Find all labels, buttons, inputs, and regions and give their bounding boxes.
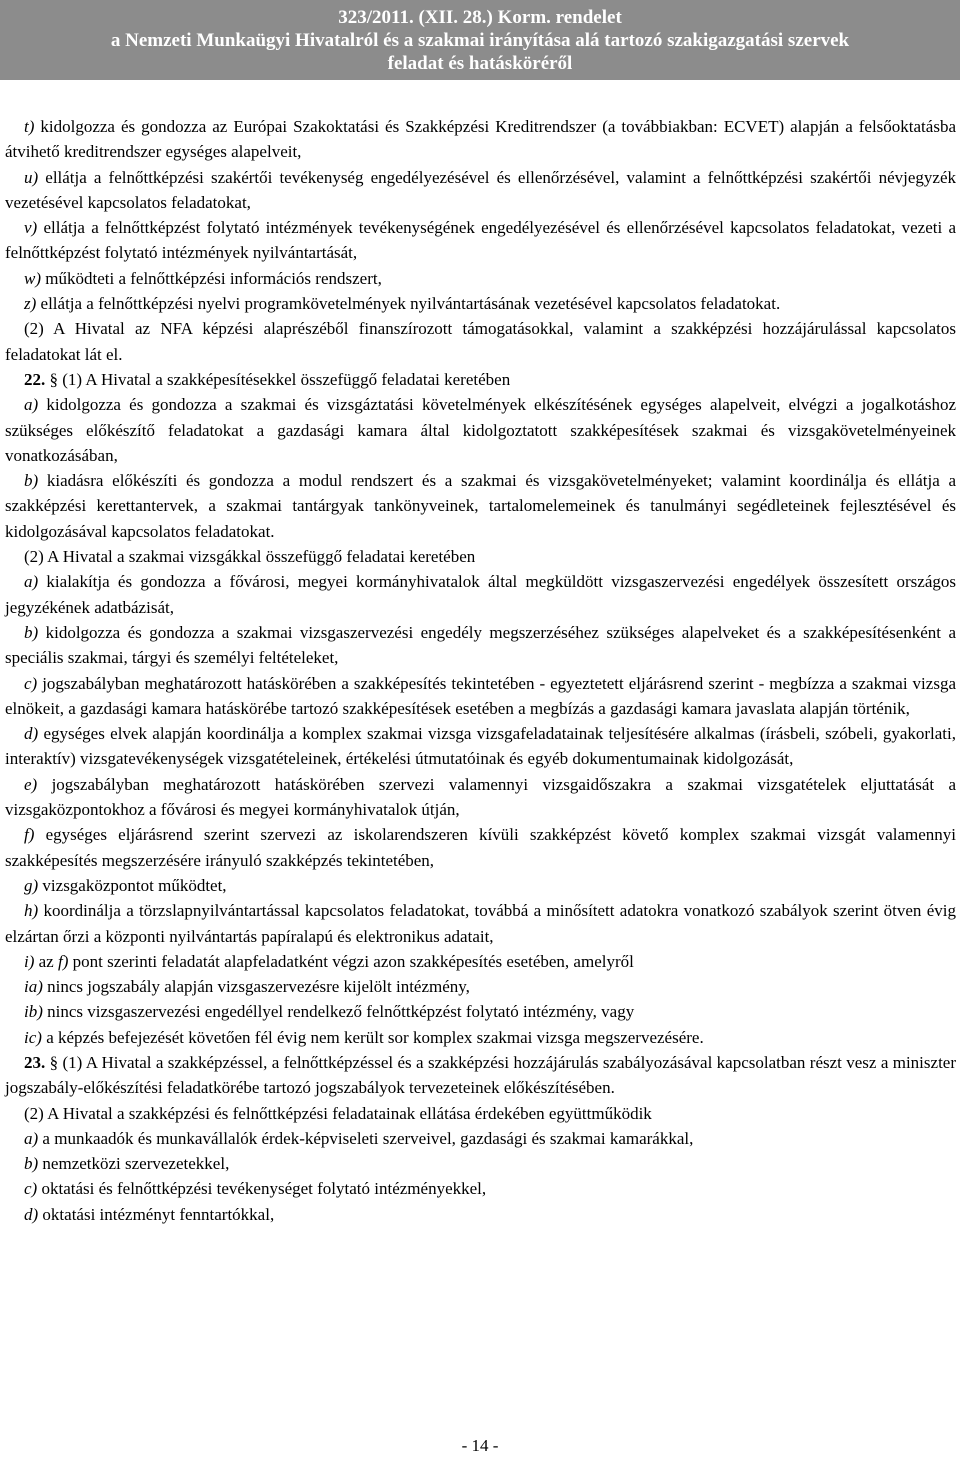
paragraph-text: kidolgozza és gondozza a szakmai és vizsgáztatási követelmények elkészítésének egységes alapelveit, elvégzi a jogalkotáshoz szükséges előkészítő feladatokat a gazdasági kamara által kidolgoztatott szakképesítések szakmai és vizsgakövetelményeinek vonatkozásában, — [5, 395, 956, 465]
paragraph — [5, 291, 956, 316]
item-label: h) — [24, 901, 39, 921]
paragraph-text: a munkaadók és munkavállalók érdek-képviseleti szerveivel, gazdasági és szakmai kamarákkal, — [38, 1128, 694, 1148]
paragraph-text: a képzés befejezését követően fél évig nem került sor komplex szakmai vizsga megszervezésére. — [41, 1027, 704, 1047]
paragraph — [5, 898, 956, 949]
paragraph-text: működteti a felnőttképzési információs rendszert, — [41, 268, 382, 288]
item-label: u) — [24, 167, 39, 187]
paragraph — [5, 1025, 956, 1050]
paragraph-text: oktatási intézményt fenntartókkal, — [38, 1204, 275, 1224]
paragraph-text: (2) A Hivatal a szakmai vizsgákkal összefüggő feladatai keretében — [24, 547, 476, 567]
paragraph — [5, 721, 956, 772]
paragraph-text: egységes elvek alapján koordinálja a komplex szakmai vizsga vizsgafeladatainak teljesítésére alkalmas (írásbeli, szóbeli, gyakorlati, interaktív) vizsgatevékenységek vizsgatételeinek, értékelési útmutatóinak és egyéb dokumentumainak kidolgozását, — [5, 724, 956, 769]
item-label: t) — [24, 117, 35, 136]
paragraph-text: ellátja a felnőttképzési szakértői tevékenység engedélyezésével és ellenőrzésével, valamint a felnőttképzési szakértői névjegyzék vezetésével kapcsolatos feladatokat, — [5, 167, 956, 212]
paragraph — [5, 114, 956, 165]
paragraph-text: (2) A Hivatal az NFA képzési alaprészéből finanszírozott támogatásokkal, valamint a szakképzési hozzájárulással kapcsolatos feladatokat lát el. — [5, 319, 956, 364]
item-label: d) — [24, 1204, 39, 1224]
paragraph — [5, 1176, 956, 1201]
paragraph — [5, 1151, 956, 1176]
item-label: ic) — [24, 1027, 42, 1047]
paragraph-text: ellátja a felnőttképzést folytató intézmények tevékenységének engedélyezésével és ellenőrzésével kapcsolatos feladatokat, vezeti a felnőttképzést folytató intézmények nyilvántartását, — [5, 218, 956, 263]
document-header — [0, 0, 960, 80]
header-subtitle-cont: feladat és hatásköréről — [387, 53, 573, 74]
paragraph-text: kidolgozza és gondozza az Európai Szakoktatási és Szakképzési Kreditrendszer (a továbbiakban: ECVET) alapján a felsőoktatásba átvihető kreditrendszer egységes alapelveit, — [5, 117, 956, 162]
paragraph-text: nincs jogszabály alapján vizsgaszervezésre kijelölt intézmény, — [42, 977, 470, 997]
paragraph-text: jogszabályban meghatározott hatáskörében szervezi valamennyi vizsgaidőszakra a szakmai vizsgatételek eljuttatását a vizsgaközpontokhoz a fővárosi és megyei kormányhivatalok útján, — [5, 774, 956, 820]
item-label: z) — [24, 294, 37, 314]
paragraph-text: § (1) A Hivatal a szakképesítésekkel összefüggő feladatai keretében — [45, 369, 511, 389]
section-number: 23. — [24, 1052, 46, 1072]
item-label: w) — [24, 268, 41, 288]
paragraph-text: koordinálja a törzslapnyilvántartással kapcsolatos feladatokat, továbbá a minősített adatokra vonatkozó szabályok szerint ötven évig elzártan őrzi a központi nyilvántartás papíralapú és elektronikus adatait, — [5, 901, 956, 946]
item-label: c) — [24, 1179, 38, 1199]
paragraph — [5, 1126, 956, 1151]
paragraph-text: kidolgozza és gondozza a szakmai vizsgaszervezési engedély megszerzéséhez szükséges alapelveket és a szakképesítésenként a speciális szakmai, tárgyi és személyi feltételeket, — [5, 622, 956, 668]
item-label: c) — [24, 673, 38, 693]
paragraph — [5, 392, 956, 468]
paragraph — [5, 949, 956, 974]
paragraph — [5, 367, 956, 392]
paragraph-text: vizsgaközpontot működtet, — [38, 875, 227, 895]
paragraph — [5, 1050, 956, 1101]
item-label: e) — [24, 774, 38, 794]
paragraph-text: ellátja a felnőttképzési nyelvi programkövetelmények nyilvántartásának vezetésével kapcsolatos feladatokat. — [36, 294, 781, 314]
document-body — [5, 114, 956, 1227]
paragraph — [5, 1101, 956, 1126]
item-label: v) — [24, 218, 38, 238]
paragraph — [5, 468, 956, 544]
paragraph-text: jogszabályban meghatározott hatáskörében a szakképesítés tekintetében - egyeztetett eljárásrend szerint - megbízza a szakmai vizsga elnökeit, a gazdasági kamara hatáskörébe tartozó szakképesítések esetében a megbízás a gazdasági kamara javaslata alapján történik, — [5, 673, 956, 718]
paragraph — [5, 316, 956, 367]
item-label: f) — [24, 825, 35, 845]
item-label: b) — [24, 471, 39, 491]
paragraph — [5, 544, 956, 569]
paragraph-text: egységes eljárásrend szerint szervezi az iskolarendszeren kívüli szakképzést követő komplex szakmai vizsgát valamennyi szakképesítés megszerzésére irányuló szakképzés tekintetében, — [5, 825, 956, 870]
paragraph — [5, 999, 956, 1024]
item-label: g) — [24, 875, 39, 895]
item-label: d) — [24, 724, 39, 744]
header-subtitle: a Nemzeti Munkaügyi Hivatalról és a szakmai irányítása alá tartozó szakigazgatási szervek — [110, 30, 850, 51]
paragraph-text: nincs vizsgaszervezési engedéllyel rendelkező felnőttképzést folytató intézmény, vagy — [42, 1002, 635, 1022]
paragraph — [5, 974, 956, 999]
item-label: f) — [57, 951, 69, 971]
item-label: ia) — [24, 977, 43, 997]
section-number: 22. — [24, 369, 46, 389]
paragraph-text: § (1) A Hivatal a szakképzéssel, a felnőttképzéssel és a szakképzési hozzájárulás szabályozásával kapcsolatban részt vesz a miniszter jogszabály-előkészítési feladatkörébe tartozó jogszabályok tervezeteinek előkészítésében. — [5, 1052, 956, 1098]
paragraph — [5, 620, 956, 671]
paragraph — [5, 772, 956, 823]
paragraph — [5, 1202, 956, 1227]
paragraph-text: pont szerinti feladatát alapfeladatként végzi azon szakképesítés esetében, amelyről — [68, 951, 634, 971]
item-label: ib) — [24, 1002, 43, 1022]
paragraph-text: kiadásra előkészíti és gondozza a modul rendszert és a szakmai és vizsgakövetelményeket; valamint koordinálja és ellátja a szakképzési kerettantervek, a szakmai tantárgyak tankönyveinek, tartalomelemeinek és tanulmányi segédleteinek fejlesztésével és kidolgozásával kapcsolatos feladatokat. — [5, 471, 956, 541]
paragraph-text: kialakítja és gondozza a fővárosi, megyei kormányhivatalok által megküldött vizsgaszervezési engedélyek összesített országos jegyzékének adatbázisát, — [5, 572, 956, 617]
paragraph — [5, 215, 956, 266]
item-label: b) — [24, 622, 39, 642]
item-label: a) — [24, 1128, 39, 1148]
paragraph — [5, 266, 956, 291]
item-label: a) — [24, 395, 39, 415]
paragraph-text: az — [34, 951, 58, 971]
paragraph — [5, 873, 956, 898]
page-number: - 14 - — [461, 1436, 499, 1455]
paragraph-text: (2) A Hivatal a szakképzési és felnőttképzési feladatainak ellátása érdekében együttműködik — [24, 1103, 652, 1123]
paragraph-text: nemzetközi szervezetekkel, — [38, 1154, 230, 1174]
paragraph-text: oktatási és felnőttképzési tevékenységet folytató intézményekkel, — [37, 1179, 487, 1199]
item-label: i) — [24, 951, 35, 971]
item-label: b) — [24, 1154, 39, 1174]
header-title: 323/2011. (XII. 28.) Korm. rendelet — [338, 7, 622, 28]
paragraph — [5, 165, 956, 216]
paragraph — [5, 822, 956, 873]
paragraph — [5, 671, 956, 722]
paragraph — [5, 569, 956, 620]
item-label: a) — [24, 572, 39, 592]
